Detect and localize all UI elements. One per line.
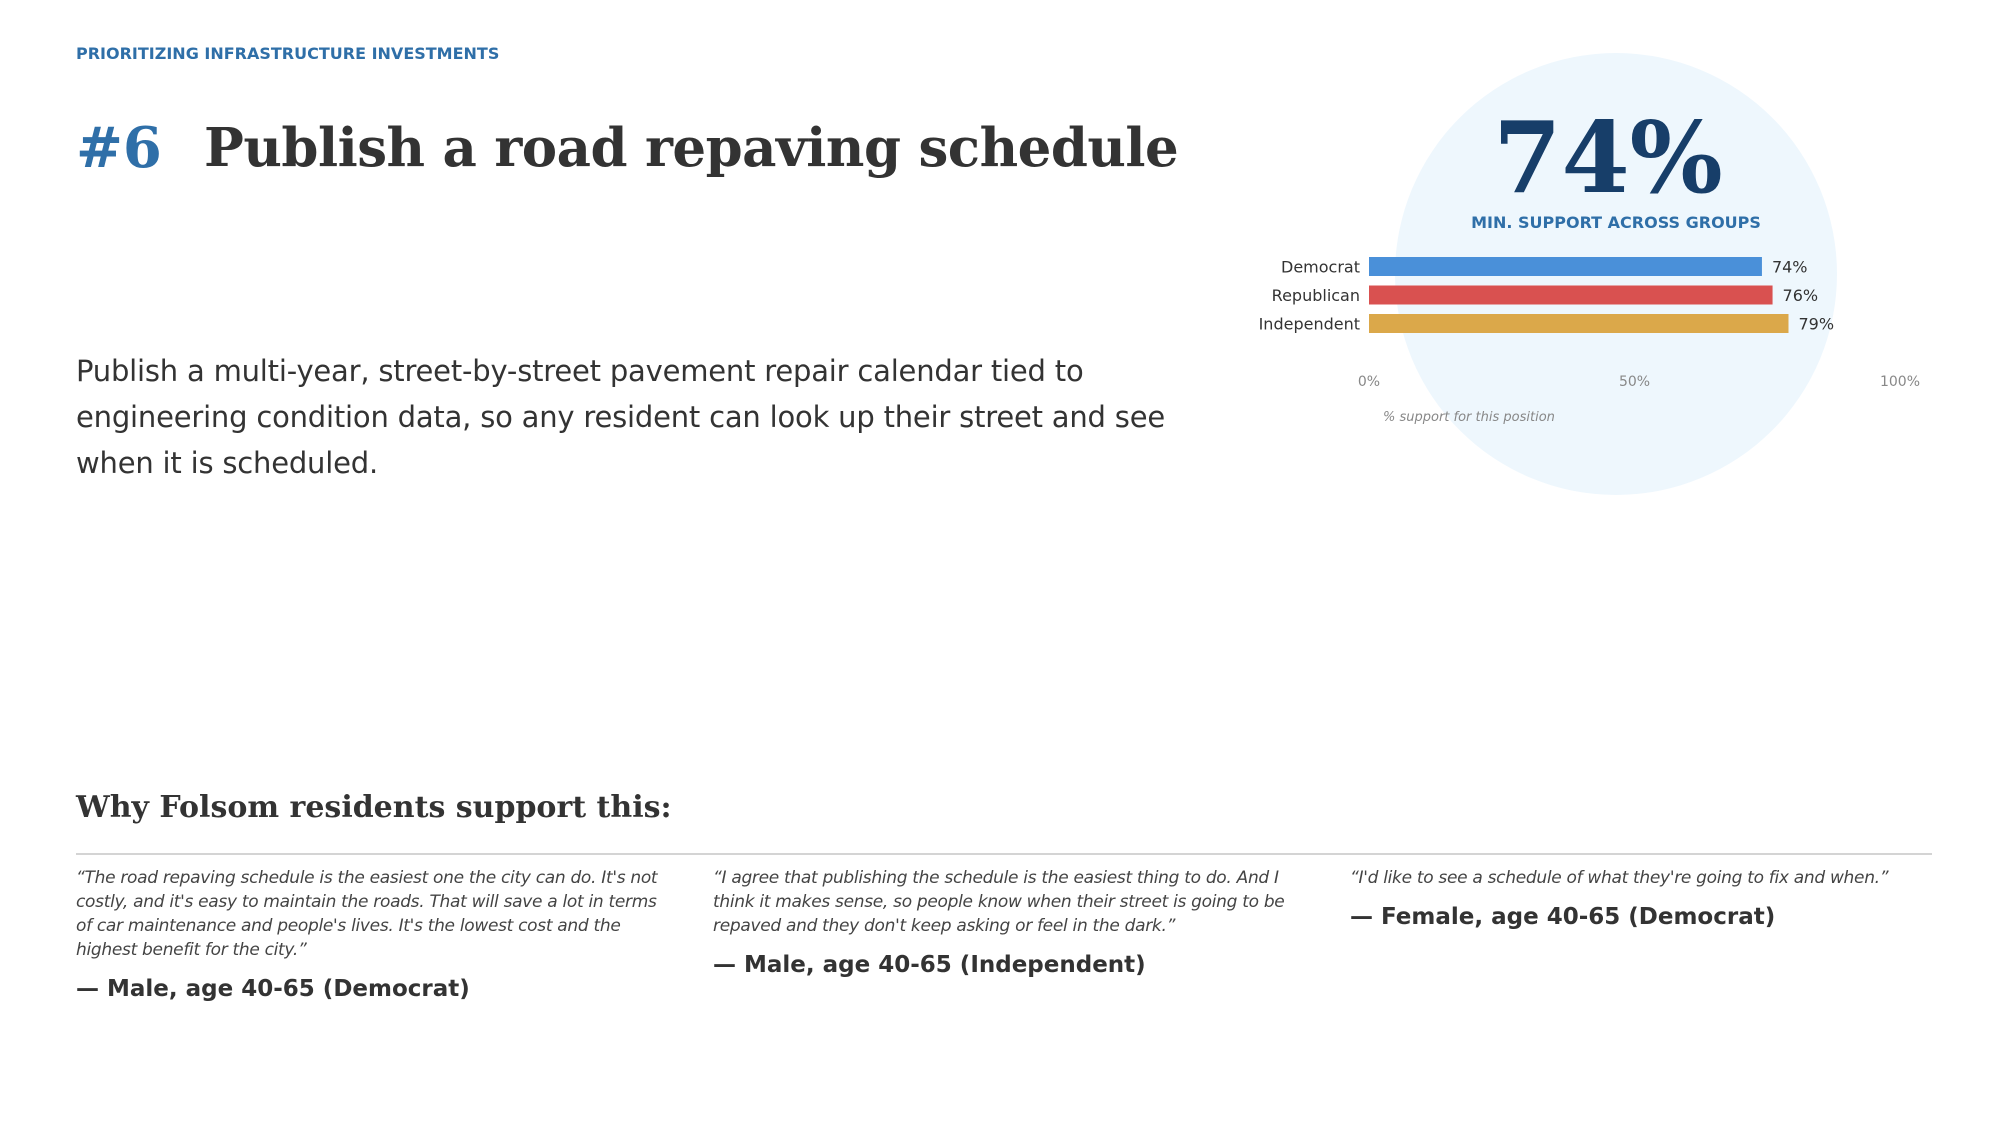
support-chart — [1240, 40, 1940, 500]
section-label: PRIORITIZING INFRASTRUCTURE INVESTMENTS — [76, 44, 500, 63]
description-text: Publish a multi-year, street-by-street pavement repair calendar tied to engineering condition data, so any resident can look up their street and see when it is scheduled. — [76, 354, 1165, 480]
quote-text: “I'd like to see a schedule of what they're going to fix and when.” — [1350, 868, 1889, 888]
highlight-label: MIN. SUPPORT ACROSS GROUPS — [1471, 213, 1761, 232]
bar-value-label: 76% — [1782, 286, 1819, 305]
page-title: Publish a road repaving schedule — [204, 117, 1179, 179]
bar — [1369, 257, 1762, 276]
quote-attribution: — Male, age 40-65 (Democrat) — [76, 976, 470, 1002]
x-tick-label: 0% — [1357, 374, 1381, 390]
bar-category-label: Independent — [1258, 314, 1360, 334]
bars-group — [1259, 257, 1834, 334]
bar-category-label: Republican — [1271, 286, 1360, 305]
highlight-value: 74% — [1493, 101, 1723, 216]
quote-text: “I agree that publishing the schedule is the easiest thing to do. And I think it makes sense, so people know when their street is going to be repaved and they don't keep asking or feel in the dark.” — [713, 868, 1285, 936]
quote-attribution: — Male, age 40-65 (Independent) — [713, 952, 1146, 978]
x-tick-label: 100% — [1879, 374, 1921, 390]
quote-card — [1350, 866, 1950, 930]
x-axis-label: % support for this position — [1383, 410, 1555, 425]
quote-card — [76, 866, 676, 1002]
bar-category-label: Democrat — [1281, 257, 1360, 277]
rank-number: #6 — [76, 115, 162, 181]
bar-value-label: 74% — [1771, 257, 1808, 277]
support-heading: Why Folsom residents support this: — [76, 790, 672, 825]
quote-text: “The road repaving schedule is the easiest one the city can do. It's not costly, and it's easy to maintain the roads. That will save a lot in terms of car maintenance and people's lives. It's the lowest cost and the highest benefit for the city.” — [76, 868, 658, 960]
bar — [1369, 286, 1773, 305]
bar — [1369, 314, 1788, 333]
quote-attribution: — Female, age 40-65 (Democrat) — [1350, 904, 1776, 930]
quote-card — [713, 866, 1313, 978]
x-tick-label: 50% — [1618, 374, 1651, 390]
bar-value-label: 79% — [1798, 314, 1835, 334]
divider — [76, 853, 1932, 855]
